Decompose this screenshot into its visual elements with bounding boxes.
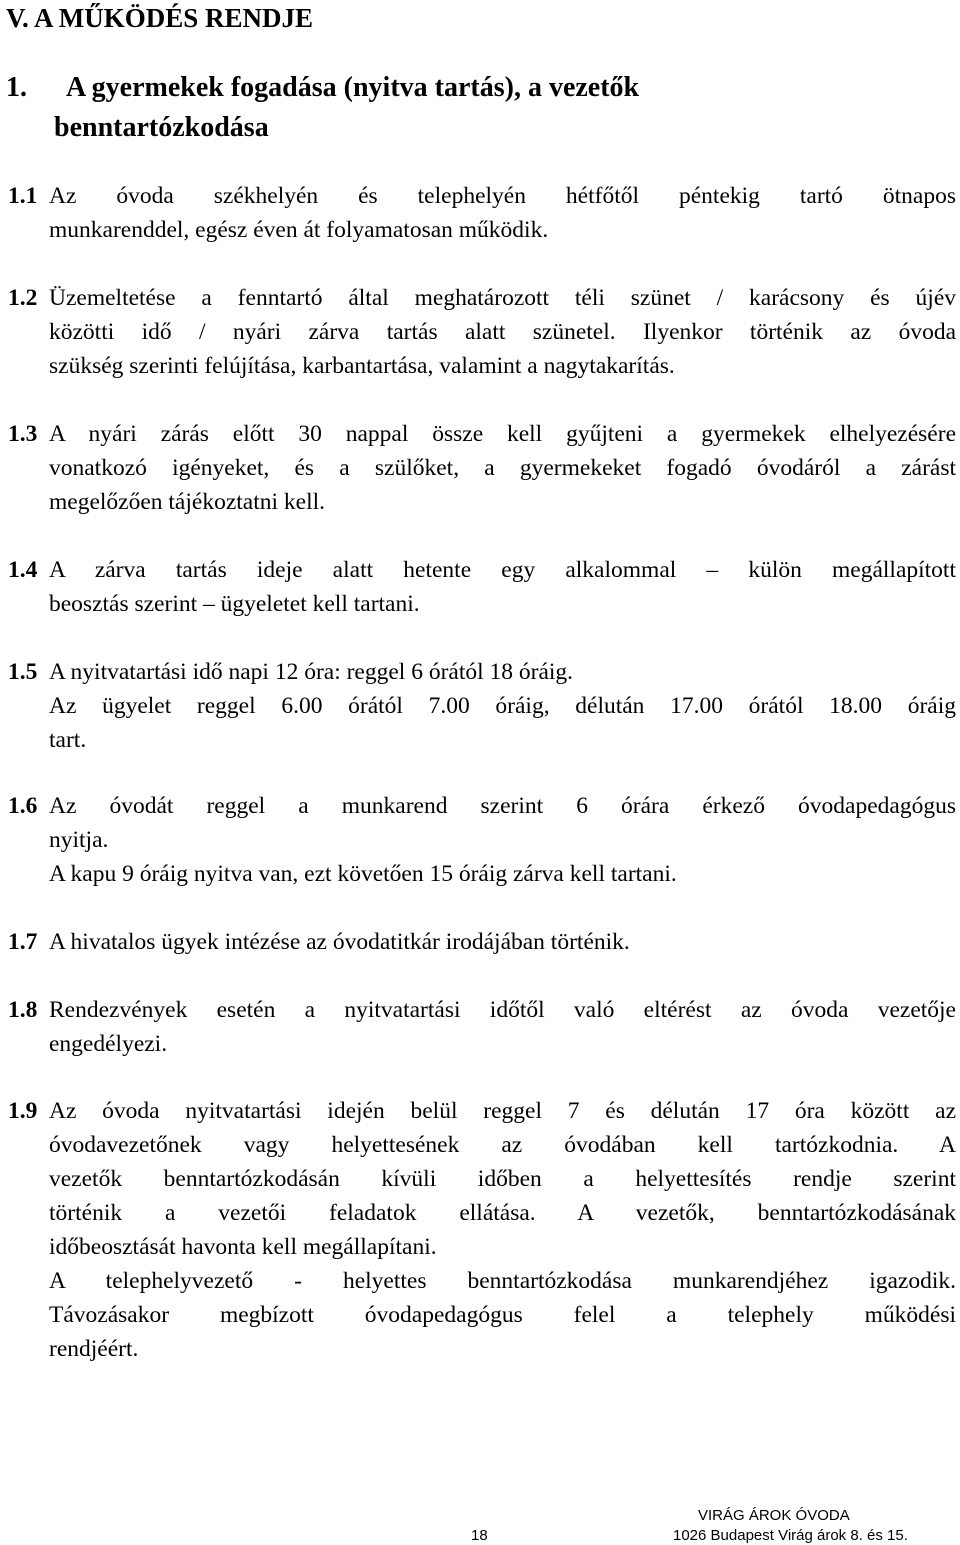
item-number: 1.8 (8, 997, 38, 1023)
section-title: V. A MŰKÖDÉS RENDJE (6, 3, 314, 33)
item-1-6 (8, 789, 956, 891)
item-text-line: vezetők benntartózkodásán kívüli időben a helyettesítés rendje szerint (49, 1166, 956, 1192)
subsection-number: 1. (6, 72, 27, 103)
item-number: 1.9 (8, 1098, 38, 1124)
item-text-line: közötti idő / nyári zárva tartás alatt szünetel. Ilyenkor történik az óvoda (49, 319, 956, 345)
item-text-line: tart. (49, 727, 87, 753)
item-text-line: A telephelyvezető - helyettes benntartózkodása munkarendjéhez igazodik. (49, 1268, 956, 1294)
item-text-line: A nyári zárás előtt 30 nappal össze kell gyűjteni a gyermekek elhelyezésére (49, 421, 956, 447)
item-number: 1.3 (8, 421, 38, 447)
item-1-7 (8, 925, 956, 959)
item-text-line: Az óvoda nyitvatartási idején belül reggel 7 és délután 17 óra között az (49, 1098, 956, 1124)
item-1-9 (8, 1094, 956, 1366)
item-text-line: megelőzően tájékoztatni kell. (49, 489, 326, 515)
page-number: 18 (471, 1527, 488, 1544)
item-1-4 (8, 553, 956, 621)
item-text-line: Rendezvények esetén a nyitvatartási időtől való eltérést az óvoda vezetője (49, 997, 956, 1023)
item-text-line: Üzemeltetése a fenntartó által meghatározott téli szünet / karácsony és újév (49, 285, 956, 311)
item-text-line: Az ügyelet reggel 6.00 órától 7.00 óráig, délután 17.00 órától 18.00 óráig (49, 693, 956, 719)
item-number: 1.7 (8, 929, 38, 955)
item-1-2 (8, 281, 956, 383)
item-1-5 (8, 655, 956, 757)
item-text-line: óvodavezetőnek vagy helyettesének az óvodában kell tartózkodnia. A (49, 1132, 956, 1158)
item-text-line: szükség szerinti felújítása, karbantartása, valamint a nagytakarítás. (49, 353, 675, 379)
item-text-line: történik a vezetői feladatok ellátása. A vezetők, benntartózkodásának (49, 1200, 956, 1226)
subsection-title-line: A gyermekek fogadása (nyitva tartás), a vezetők (66, 72, 640, 103)
item-text-line: vonatkozó igényeket, és a szülőket, a gyermekeket fogadó óvodáról a zárást (49, 455, 956, 481)
item-text-line: Távozásakor megbízott óvodapedagógus felel a telephely működési (49, 1302, 956, 1328)
subsection-title-line: benntartózkodása (54, 112, 269, 143)
footer-org-address: 1026 Budapest Virág árok 8. és 15. (673, 1527, 908, 1544)
footer-org-name: VIRÁG ÁROK ÓVODA (698, 1507, 850, 1524)
item-text-line: nyitja. (49, 827, 109, 853)
item-text-line: Az óvoda székhelyén és telephelyén hétfőtől péntekig tartó ötnapos (49, 183, 956, 209)
item-text-line: A zárva tartás ideje alatt hetente egy alkalommal – külön megállapított (49, 557, 956, 583)
item-text-line: időbeosztását havonta kell megállapítani. (49, 1234, 437, 1260)
item-text-line: A nyitvatartási idő napi 12 óra: reggel 6 órától 18 óráig. (49, 659, 574, 685)
item-text-line: rendjéért. (49, 1336, 139, 1362)
item-text-line: Az óvodát reggel a munkarend szerint 6 órára érkező óvodapedagógus (49, 793, 956, 819)
item-number: 1.2 (8, 285, 38, 311)
item-text-line: A kapu 9 óráig nyitva van, ezt követően 15 óráig zárva kell tartani. (49, 861, 677, 887)
item-1-1 (8, 179, 956, 247)
item-1-3 (8, 417, 956, 519)
item-text-line: engedélyezi. (49, 1031, 168, 1057)
item-number: 1.5 (8, 659, 38, 685)
item-number: 1.4 (8, 557, 38, 583)
item-text-line: munkarenddel, egész éven át folyamatosan működik. (49, 217, 549, 243)
item-number: 1.1 (8, 183, 38, 209)
item-1-8 (8, 993, 956, 1061)
item-text-line: beosztás szerint – ügyeletet kell tartani. (49, 591, 420, 617)
item-text-line: A hivatalos ügyek intézése az óvodatitkár irodájában történik. (49, 929, 630, 955)
item-number: 1.6 (8, 793, 38, 819)
